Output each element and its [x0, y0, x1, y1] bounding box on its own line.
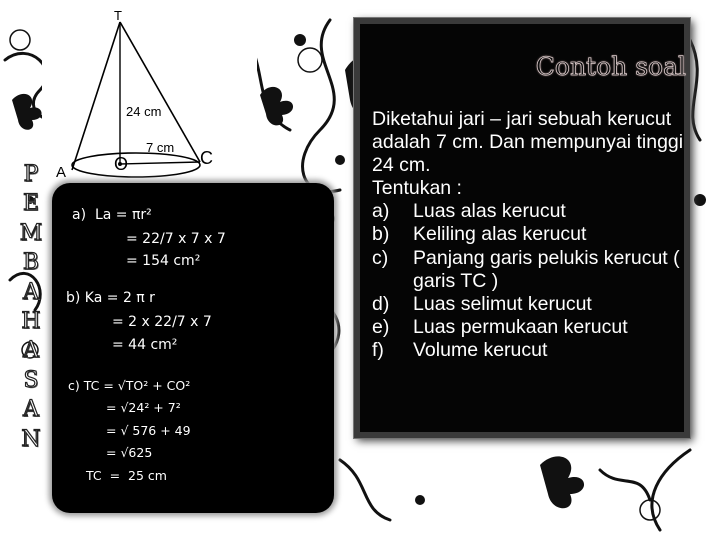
heading-letter: A	[23, 279, 39, 305]
item-letter: e)	[372, 315, 390, 338]
question-item	[372, 223, 684, 246]
item-text: Volume kerucut	[413, 338, 548, 361]
heading-letter: A	[23, 338, 39, 364]
cone-left-edge	[72, 22, 120, 170]
heading-letter: A	[23, 397, 39, 423]
answer-b-line: b) Ka = 2 π r	[66, 290, 155, 306]
label-t: T	[114, 8, 122, 23]
answers-panel	[52, 183, 334, 513]
item-letter: f)	[372, 338, 384, 361]
label-c: C	[200, 148, 213, 168]
item-text: Panjang garis pelukis kerucut ( garis TC )	[413, 246, 680, 292]
heading-letter: P	[23, 162, 39, 187]
answer-b-line: = 2 x 22/7 x 7	[112, 314, 212, 330]
label-a: A	[56, 164, 67, 181]
item-text: Luas alas kerucut	[413, 200, 566, 223]
radius-length-label: 7 cm	[146, 140, 175, 155]
question-prompt: Tentukan :	[372, 177, 462, 200]
butterfly-icon	[260, 87, 293, 125]
answer-a-line: = 22/7 x 7 x 7	[126, 231, 226, 247]
cone-base-ellipse	[72, 153, 200, 177]
answer-c-line: c) TC = √TO² + CO²	[68, 378, 191, 393]
question-item	[372, 339, 684, 362]
heading-letter: M	[19, 220, 43, 246]
heading-letter: E	[22, 191, 40, 217]
pembahasan-vertical-heading	[18, 160, 44, 454]
answer-c-line: = √ 576 + 49	[106, 423, 191, 438]
item-text: Luas selimut kerucut	[413, 292, 592, 315]
question-item	[372, 293, 684, 316]
answer-a-line: a) La = πr²	[72, 207, 152, 223]
answer-c-line: TC = 25 cm	[86, 468, 167, 483]
cone-diagram	[42, 2, 257, 182]
slant-length-label: 24 cm	[126, 104, 162, 119]
item-letter: b)	[372, 223, 390, 246]
question-intro: Diketahui jari – jari sebuah kerucut adalah 7 cm. Dan mempunyai tinggi 24 cm.	[372, 108, 684, 177]
heading-letter: N	[21, 426, 41, 452]
heading-letter: B	[22, 250, 40, 276]
item-letter: c)	[372, 246, 389, 269]
question-item	[372, 200, 684, 223]
item-text: Keliling alas kerucut	[413, 223, 587, 246]
item-letter: d)	[372, 292, 390, 315]
answer-b-line: = 44 cm²	[112, 337, 178, 353]
question-item	[372, 316, 684, 339]
answer-c-line: = √24² + 7²	[106, 400, 181, 415]
cone-radius-line	[120, 162, 200, 164]
item-text: Luas permukaan kerucut	[413, 315, 628, 338]
question-panel	[354, 18, 690, 438]
cone-svg	[42, 2, 257, 182]
heading-letter: H	[21, 309, 41, 335]
question-title: Contoh soal	[535, 52, 686, 81]
question-body	[372, 108, 684, 362]
item-letter: a)	[372, 200, 390, 223]
answer-c-line: = √625	[106, 445, 153, 460]
heading-letter: S	[23, 367, 39, 393]
answer-a-line: = 154 cm²	[126, 253, 201, 269]
butterfly-icon	[540, 456, 584, 508]
question-item	[372, 247, 684, 293]
label-o: O	[114, 154, 129, 174]
butterfly-icon	[12, 94, 42, 130]
